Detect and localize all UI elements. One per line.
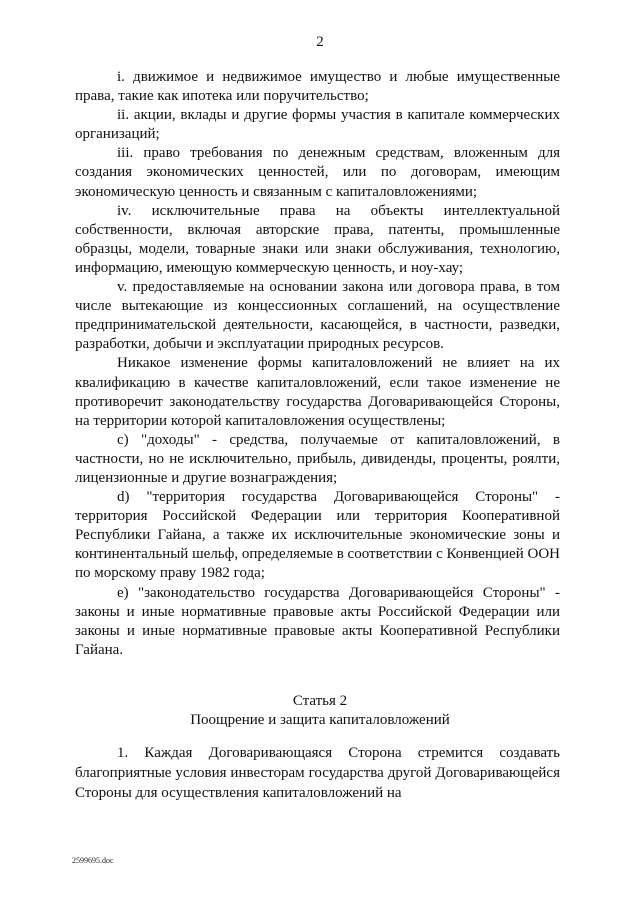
paragraph-item-d: d) "территория государства Договаривающейся Стороны" - территория Российской Федерации или территория Кооперативной Республики Гайана, а также их исключительные экономические зоны и континентальный шельф, определяемые в соответствии с Конвенцией ООН по морскому праву 1982 года;	[75, 489, 560, 582]
paragraph-item-c: c) "доходы" - средства, получаемые от капиталовложений, в частности, но не исключительно, прибыль, дивиденды, проценты, роялти, лицензионные и другие вознаграждения;	[75, 431, 560, 486]
paragraph-item-e: e) "законодательство государства Договаривающейся Стороны" - законы и иные нормативные правовые акты Российской Федерации или законы и иные нормативные правовые акты Кооперативной Республики Гайана.	[75, 584, 560, 658]
document-body	[75, 68, 560, 660]
article-title: Статья 2	[292, 693, 348, 709]
paragraph-form-change: Никакое изменение формы капиталовложений не влияет на их квалификацию в качестве капиталовложений, если такое изменение не противоречит законодательству государства Договаривающейся Стороны, на территории которой капиталовложения осуществлены;	[75, 355, 560, 429]
paragraph-item-v: v. предоставляемые на основании закона или договора права, в том числе вытекающие из концессионных соглашений, на осуществление предпринимательской деятельности, касающейся, в частности, разведки, разработки, добычи и эксплуатации природных ресурсов.	[75, 279, 560, 353]
article-subtitle: Поощрение и защита капиталовложений	[190, 712, 450, 728]
paragraph-item-i: i. движимое и недвижимое имущество и любые имущественные права, такие как ипотека или поручительство;	[75, 69, 560, 105]
paragraph-item-ii: ii. акции, вклады и другие формы участия в капитале коммерческих организаций;	[75, 107, 560, 143]
footer-filename: 2599695.doc	[72, 856, 114, 865]
article-paragraph-1: 1. Каждая Договаривающаяся Сторона стремится создавать благоприятные условия инвесторам государства другой Договаривающейся Стороны для осуществления капиталовложений на	[75, 745, 560, 802]
paragraph-item-iii: iii. право требования по денежным средствам, вложенным для создания экономических ценностей, или по договорам, имеющим экономическую ценность и связанным с капиталовложениями;	[75, 145, 560, 200]
paragraph-item-iv: iv. исключительные права на объекты интеллектуальной собственности, включая авторские права, патенты, промышленные образцы, модели, товарные знаки или знаки обслуживания, технологию, информацию, имеющую коммерческую ценность, и ноу-хау;	[75, 202, 560, 276]
article-body	[75, 743, 560, 804]
page-number: 2	[316, 34, 324, 50]
